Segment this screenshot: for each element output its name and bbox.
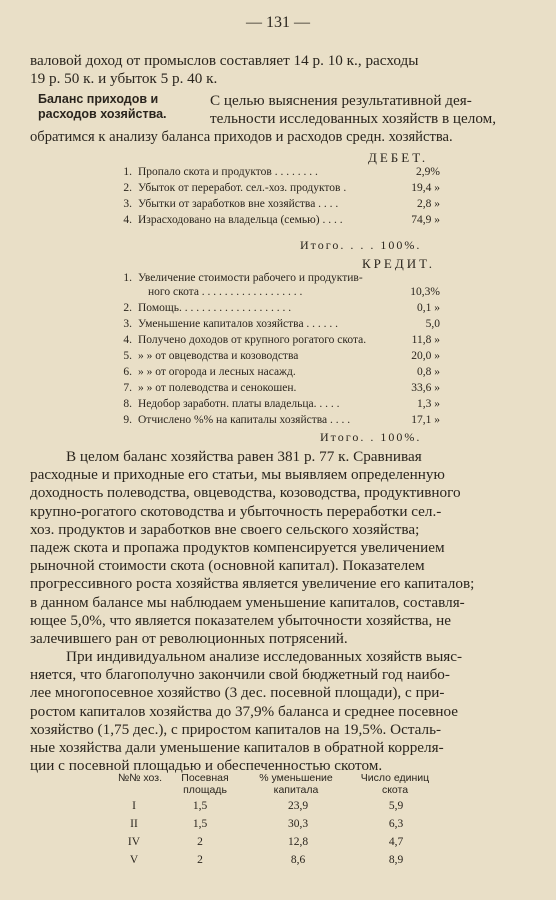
text-line: валовой доход от промыслов составляет 14 р. 10 к., расходы — [30, 52, 419, 69]
text-line: хозяйство (1,75 дес.), с приростом капиталов на 19,5%. Осталь- — [30, 720, 442, 738]
summary-cell: 6,3 — [388, 818, 404, 830]
credit-row: 2. Помощь. . . . . . . . . . . . . . . . . . . . 0,1 » — [123, 302, 440, 314]
credit-row: 1. Увеличение стоимости рабочего и продуктив- — [123, 272, 363, 284]
summary-cell: IV — [127, 836, 141, 848]
text-line: При индивидуальном анализе исследованных хозяйств выяс- — [66, 648, 463, 665]
summary-cell: 1,5 — [192, 818, 208, 830]
summary-cell: 2 — [197, 854, 203, 866]
credit-total: Итого. . 100%. — [320, 430, 422, 444]
text-line: ростом капиталов хозяйства до 37,9% баланса и среднее посевное — [30, 702, 459, 720]
summary-cell: 1,5 — [192, 800, 208, 812]
summary-header-cell: Число единиц скота — [360, 772, 430, 796]
credit-row: 3. Уменьшение капиталов хозяйства . . . . . . 5,0 — [123, 318, 440, 330]
credit-row: 8. Недобор заработн. платы владельца. . . . . 1,3 » — [123, 398, 440, 410]
credit-row: ного скота . . . . . . . . . . . . . . . . . . 10,3% — [148, 286, 440, 298]
text-line: ции с посевной площадью и обеспеченностью скотом. — [30, 757, 383, 775]
text-line: 19 р. 50 к. и убыток 5 р. 40 к. — [30, 70, 218, 88]
text-line: ные хозяйства дали уменьшение капиталов в обратной корреля- — [30, 739, 444, 757]
text-line: крупно-рогатого скотоводства и убыточность переработки сел.- — [30, 502, 442, 520]
text-line: падеж скота и пропажа продуктов компенсируется увеличением — [30, 539, 445, 557]
debit-row: 4. Израсходовано на владельца (семью) . . . . 74,9 » — [123, 214, 440, 226]
summary-cell: 23,9 — [287, 800, 309, 812]
text-line: тельности исследованных хозяйств в целом, — [210, 110, 497, 128]
body-paragraph-2 — [30, 648, 530, 775]
summary-cell: 4,7 — [388, 836, 404, 848]
summary-cell: V — [129, 854, 139, 866]
summary-header-cell: №№ хоз. — [117, 772, 163, 784]
text-line: лее многопосевное хозяйство (3 дес. посевной площади), с при- — [30, 684, 445, 702]
debit-row: 2. Убыток от переработ. сел.-хоз. продуктов . 19,4 » — [123, 182, 440, 194]
debit-row: 1. Пропало скота и продуктов . . . . . . . . 2,9% — [123, 166, 440, 178]
text-line: В целом баланс хозяйства равен 381 р. 77 к. Сравнивая — [66, 448, 422, 465]
text-line: С целью выяснения результативной дея- — [210, 92, 472, 109]
text-line: расходные и приходные его статьи, мы выявляем определенную — [30, 466, 445, 484]
top-paragraph — [30, 52, 530, 88]
text-line: прогрессивного роста хозяйства является увеличение его капиталов; — [30, 575, 475, 593]
credit-row: 5. » » от овцеводства и козоводства 20,0 » — [123, 350, 440, 362]
text-line: няется, что благополучно закончили свой бюджетный год наибо- — [30, 666, 450, 684]
summary-cell: 30,3 — [287, 818, 309, 830]
text-line: обратимся к анализу баланса приходов и расходов средн. хозяйства. — [30, 129, 453, 146]
page-number: — 131 — — [246, 14, 310, 31]
summary-cell: II — [130, 818, 138, 830]
debit-total: Итого. . . . 100%. — [300, 238, 422, 252]
text-line: доходность полеводства, овцеводства, козоводства, продуктивного — [30, 484, 461, 502]
summary-cell: 2 — [197, 836, 203, 848]
summary-cell: 8,6 — [290, 854, 306, 866]
text-line: залечившего ран от революционных потрясений. — [30, 630, 348, 648]
text-line: рыночной стоимости скота (основной капитал). Показателем — [30, 557, 425, 575]
summary-cell: 5,9 — [388, 800, 404, 812]
credit-row: 7. » » от полеводства и сенокошен. 33,6 » — [123, 382, 440, 394]
credit-header: КРЕДИТ. — [362, 256, 435, 271]
text-line: в данном балансе мы наблюдаем уменьшение капиталов, составля- — [30, 593, 465, 611]
summary-cell: 8,9 — [388, 854, 404, 866]
side-heading-line: расходов хозяйства. — [38, 107, 167, 121]
summary-header-cell: Посевная площадь — [181, 772, 229, 796]
text-line: хоз. продуктов и заработков вне своего сельского хозяйства; — [30, 520, 420, 538]
credit-row: 4. Получено доходов от крупного рогатого скота. 11,8 » — [123, 334, 440, 346]
credit-row: 6. » » от огорода и лесных насажд. 0,8 » — [123, 366, 440, 378]
credit-row: 9. Отчислено %% на капиталы хозяйства . . . . 17,1 » — [123, 414, 440, 426]
debit-row: 3. Убытки от заработков вне хозяйства . . . . 2,8 » — [123, 198, 440, 210]
summary-header-cell: % уменьшение капитала — [259, 772, 333, 796]
intro-paragraph — [30, 92, 530, 147]
text-line: ющее 5,0%, что является показателем убыточности хозяйства, не — [30, 611, 451, 629]
debit-header: ДЕБЕТ. — [368, 150, 429, 165]
summary-cell: 12,8 — [287, 836, 309, 848]
body-paragraph-1 — [30, 448, 530, 648]
summary-cell: I — [132, 800, 136, 812]
side-heading-line: Баланс приходов и — [38, 92, 159, 106]
